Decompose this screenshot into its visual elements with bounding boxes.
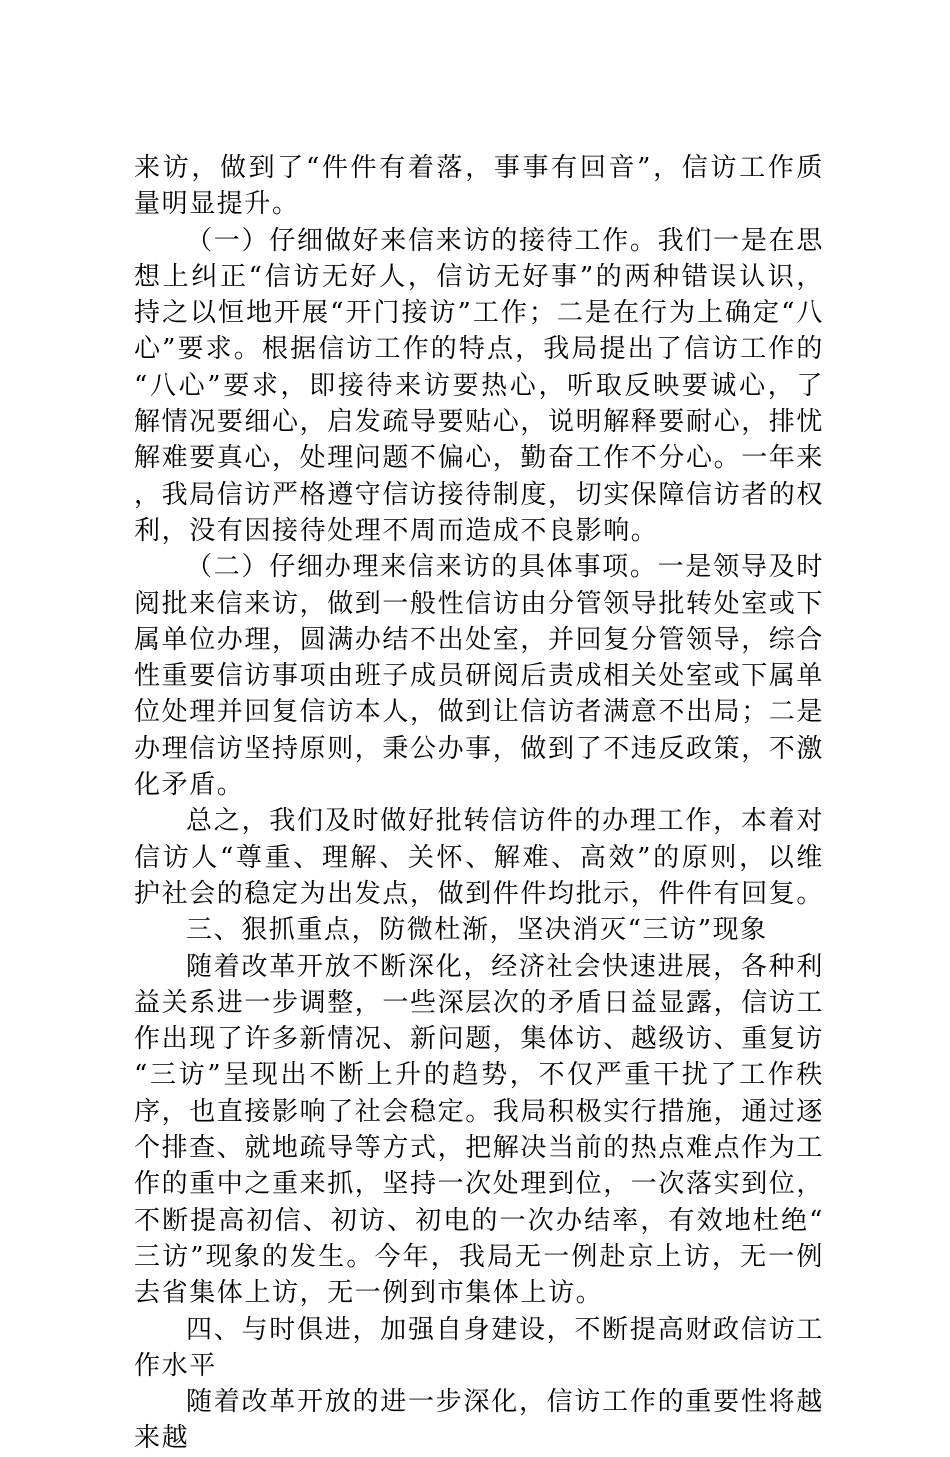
paragraph-three-visits: 随着改革开放不断深化，经济社会快速进展，各种利益关系进一步调整，一些深层次的矛盾日益显露，信访工作出现了许多新情况、新问题，集体访、越级访、重复访“三访”呈现出不断上升的趋势，不仅严重干扰了工作秩序，也直接影响了社会稳定。我局积极实行措施，通过逐个排查、就地疏导等方式，把解决当前的热点难点作为工作的重中之重来抓，坚持一次处理到位，一次落实到位，不断提高初信、初访、初电的一次办结率，有效地杜绝“三访”现象的发生。今年，我局无一例赴京上访，无一例去省集体上访，无一例到市集体上访。	[134, 951, 825, 1309]
section-heading-four: 四、与时俱进，加强自身建设，不断提高财政信访工作水平	[134, 1314, 824, 1381]
document-body	[134, 150, 824, 1457]
paragraph-closing: 随着改革开放的进一步深化，信访工作的重要性将越来越	[134, 1387, 824, 1454]
section-heading-three: 三、狠抓重点，防微杜渐，坚决消灭“三访”现象	[186, 915, 768, 946]
paragraph-summary: 总之，我们及时做好批转信访件的办理工作，本着对信访人“尊重、理解、关怀、解难、高效”的原则，以维护社会的稳定为出发点，做到件件均批示，件件有回复。	[134, 806, 825, 909]
paragraph-handling-matters: （二）仔细办理来信来访的具体事项。一是领导及时阅批来信来访，做到一般性信访由分管领导批转处室或下属单位办理，圆满办结不出处室，并回复分管领导，综合性重要信访事项由班子成员研阅后责成相关处室或下属单位处理并回复信访本人，做到让信访者满意不出局；二是办理信访坚持原则，秉公办事，做到了不违反政策，不激化矛盾。	[134, 552, 825, 801]
paragraph-reception-work: （一）仔细做好来信来访的接待工作。我们一是在思想上纠正“信访无好人，信访无好事”的两种错误认识，持之以恒地开展“开门接访”工作；二是在行为上确定“八心”要求。根据信访工作的特点，我局提出了信访工作的“八心”要求，即接待来访要热心，听取反映要诚心，了解情况要细心，启发疏导要贴心，说明解释要耐心，排忧解难要真心，处理问题不偏心，勤奋工作不分心。一年来，我局信访严格遵守信访接待制度，切实保障信访者的权利，没有因接待处理不周而造成不良影响。	[134, 225, 825, 546]
paragraph-continuation: 来访，做到了“件件有着落，事事有回音”，信访工作质量明显提升。	[134, 153, 824, 220]
